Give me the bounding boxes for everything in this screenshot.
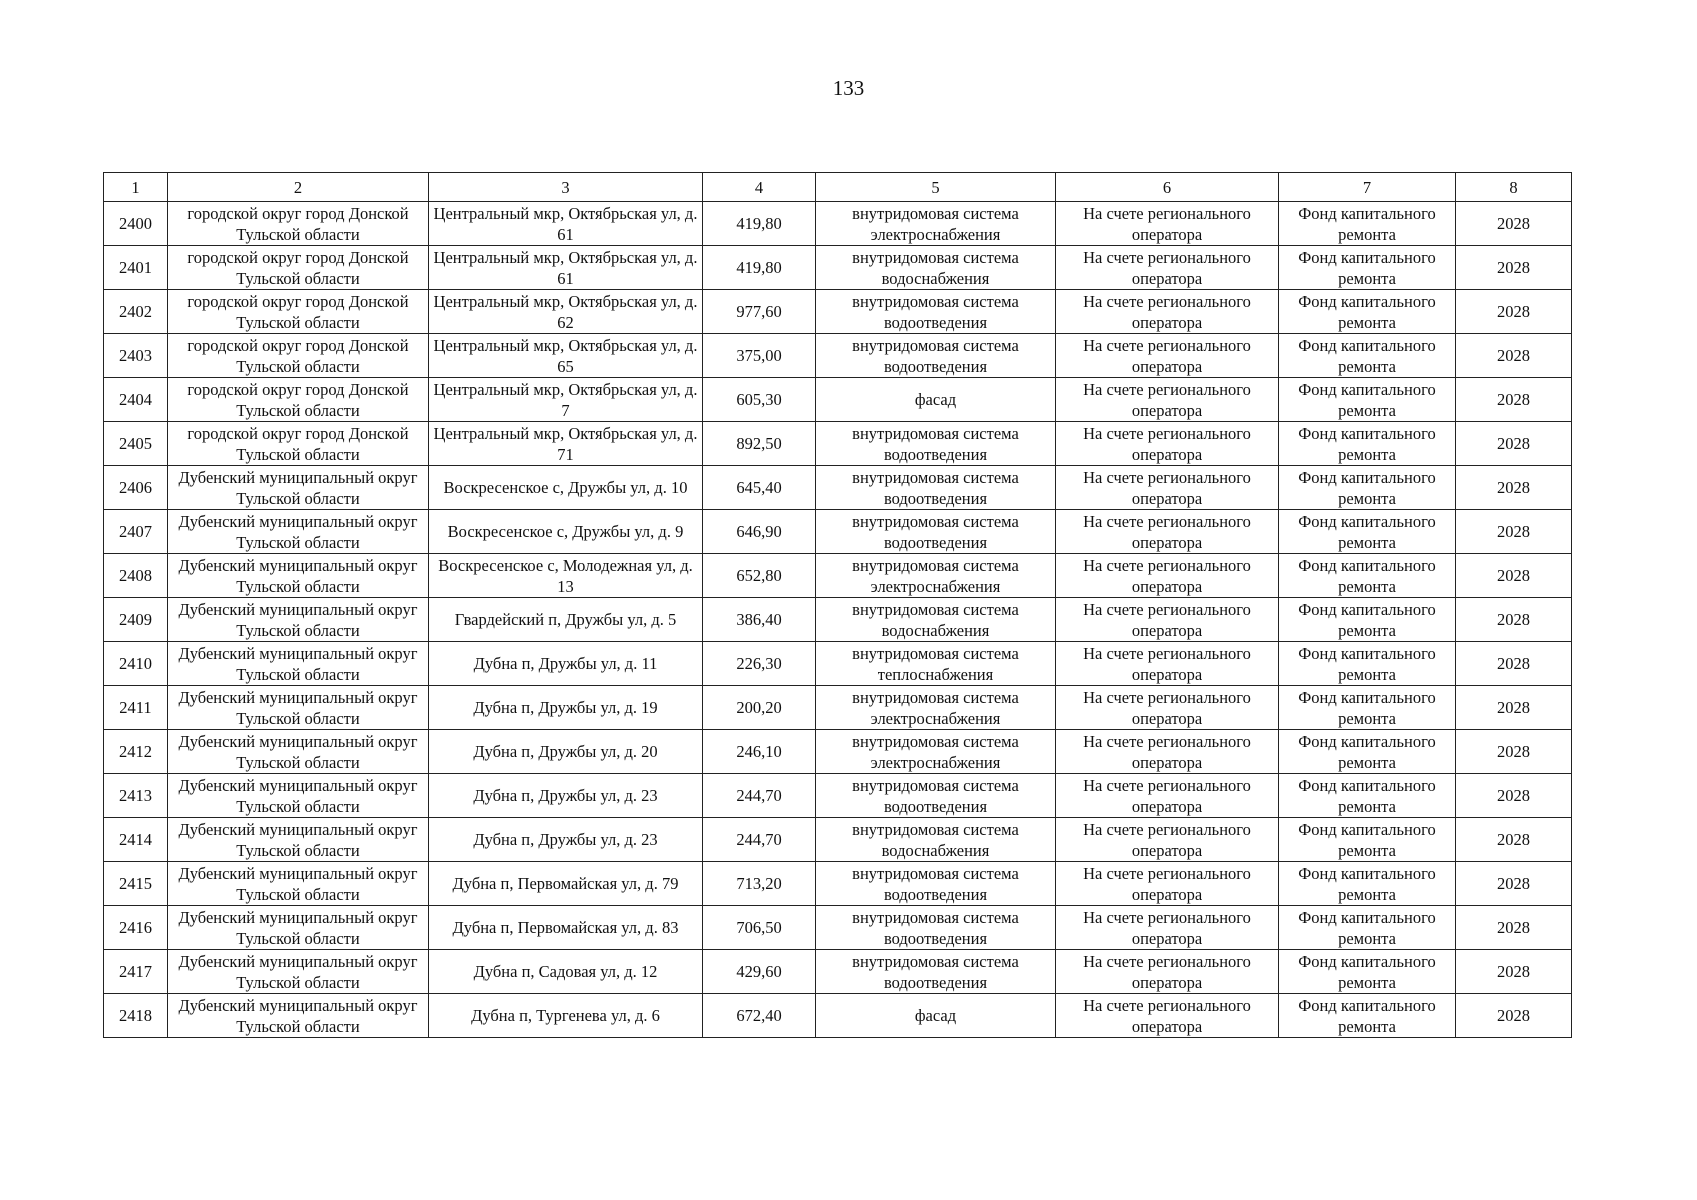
address-cell: Дубна п, Дружбы ул, д. 19: [429, 686, 703, 730]
municipality-cell: Дубенский муниципальный округ Тульской области: [168, 906, 429, 950]
row-number-cell: 2404: [104, 378, 168, 422]
address-cell: Дубна п, Первомайская ул, д. 83: [429, 906, 703, 950]
municipality-cell: Дубенский муниципальный округ Тульской области: [168, 642, 429, 686]
address-cell: Дубна п, Дружбы ул, д. 11: [429, 642, 703, 686]
municipality-cell: городской округ город Донской Тульской области: [168, 246, 429, 290]
funding-method-cell: На счете регионального оператора: [1056, 554, 1279, 598]
row-number-cell: 2411: [104, 686, 168, 730]
work-type-cell: внутридомовая система водоснабжения: [816, 818, 1056, 862]
work-type-cell: внутридомовая система водоотведения: [816, 774, 1056, 818]
table-row: [104, 466, 1572, 510]
row-number-cell: 2414: [104, 818, 168, 862]
year-cell: 2028: [1456, 598, 1572, 642]
row-number-cell: 2410: [104, 642, 168, 686]
address-cell: Дубна п, Дружбы ул, д. 23: [429, 774, 703, 818]
area-cell: 977,60: [703, 290, 816, 334]
work-type-cell: внутридомовая система водоотведения: [816, 466, 1056, 510]
row-number-cell: 2402: [104, 290, 168, 334]
row-number-cell: 2405: [104, 422, 168, 466]
funding-method-cell: На счете регионального оператора: [1056, 510, 1279, 554]
funding-method-cell: На счете регионального оператора: [1056, 818, 1279, 862]
table-row: [104, 554, 1572, 598]
column-header: 3: [429, 173, 703, 202]
funding-source-cell: Фонд капитального ремонта: [1279, 422, 1456, 466]
year-cell: 2028: [1456, 994, 1572, 1038]
table-row: [104, 686, 1572, 730]
funding-method-cell: На счете регионального оператора: [1056, 466, 1279, 510]
work-type-cell: внутридомовая система водоотведения: [816, 334, 1056, 378]
area-cell: 200,20: [703, 686, 816, 730]
municipality-cell: Дубенский муниципальный округ Тульской области: [168, 730, 429, 774]
row-number-cell: 2407: [104, 510, 168, 554]
municipality-cell: Дубенский муниципальный округ Тульской области: [168, 554, 429, 598]
municipality-cell: Дубенский муниципальный округ Тульской области: [168, 862, 429, 906]
area-cell: 652,80: [703, 554, 816, 598]
work-type-cell: фасад: [816, 378, 1056, 422]
year-cell: 2028: [1456, 422, 1572, 466]
work-type-cell: внутридомовая система водоотведения: [816, 422, 1056, 466]
year-cell: 2028: [1456, 730, 1572, 774]
table-row: [104, 862, 1572, 906]
year-cell: 2028: [1456, 642, 1572, 686]
area-cell: 429,60: [703, 950, 816, 994]
work-type-cell: внутридомовая система электроснабжения: [816, 730, 1056, 774]
funding-method-cell: На счете регионального оператора: [1056, 202, 1279, 246]
table-row: [104, 202, 1572, 246]
funding-source-cell: Фонд капитального ремонта: [1279, 906, 1456, 950]
area-cell: 246,10: [703, 730, 816, 774]
address-cell: Центральный мкр, Октябрьская ул, д. 61: [429, 202, 703, 246]
municipality-cell: городской округ город Донской Тульской области: [168, 422, 429, 466]
work-type-cell: внутридомовая система водоотведения: [816, 906, 1056, 950]
year-cell: 2028: [1456, 202, 1572, 246]
table-row: [104, 950, 1572, 994]
address-cell: Дубна п, Дружбы ул, д. 23: [429, 818, 703, 862]
municipality-cell: Дубенский муниципальный округ Тульской области: [168, 510, 429, 554]
funding-method-cell: На счете регионального оператора: [1056, 334, 1279, 378]
funding-source-cell: Фонд капитального ремонта: [1279, 246, 1456, 290]
address-cell: Центральный мкр, Октябрьская ул, д. 62: [429, 290, 703, 334]
column-header: 1: [104, 173, 168, 202]
work-type-cell: внутридомовая система теплоснабжения: [816, 642, 1056, 686]
funding-method-cell: На счете регионального оператора: [1056, 422, 1279, 466]
row-number-cell: 2412: [104, 730, 168, 774]
address-cell: Дубна п, Первомайская ул, д. 79: [429, 862, 703, 906]
address-cell: Воскресенское с, Дружбы ул, д. 10: [429, 466, 703, 510]
funding-source-cell: Фонд капитального ремонта: [1279, 378, 1456, 422]
municipality-cell: Дубенский муниципальный округ Тульской области: [168, 774, 429, 818]
municipality-cell: городской округ город Донской Тульской области: [168, 202, 429, 246]
row-number-cell: 2417: [104, 950, 168, 994]
year-cell: 2028: [1456, 950, 1572, 994]
address-cell: Центральный мкр, Октябрьская ул, д. 61: [429, 246, 703, 290]
municipality-cell: Дубенский муниципальный округ Тульской области: [168, 950, 429, 994]
table-row: [104, 598, 1572, 642]
table-row: [104, 378, 1572, 422]
municipality-cell: Дубенский муниципальный округ Тульской области: [168, 466, 429, 510]
table-row: [104, 642, 1572, 686]
table-row: [104, 994, 1572, 1038]
funding-method-cell: На счете регионального оператора: [1056, 686, 1279, 730]
funding-source-cell: Фонд капитального ремонта: [1279, 290, 1456, 334]
column-header: 8: [1456, 173, 1572, 202]
year-cell: 2028: [1456, 554, 1572, 598]
work-type-cell: внутридомовая система водоснабжения: [816, 246, 1056, 290]
year-cell: 2028: [1456, 686, 1572, 730]
municipality-cell: городской округ город Донской Тульской области: [168, 290, 429, 334]
municipality-cell: Дубенский муниципальный округ Тульской области: [168, 994, 429, 1038]
funding-source-cell: Фонд капитального ремонта: [1279, 466, 1456, 510]
funding-source-cell: Фонд капитального ремонта: [1279, 598, 1456, 642]
funding-source-cell: Фонд капитального ремонта: [1279, 334, 1456, 378]
area-cell: 706,50: [703, 906, 816, 950]
funding-method-cell: На счете регионального оператора: [1056, 642, 1279, 686]
address-cell: Дубна п, Дружбы ул, д. 20: [429, 730, 703, 774]
funding-method-cell: На счете регионального оператора: [1056, 246, 1279, 290]
table-row: [104, 422, 1572, 466]
table-row: [104, 906, 1572, 950]
municipality-cell: городской округ город Донской Тульской области: [168, 334, 429, 378]
work-type-cell: внутридомовая система электроснабжения: [816, 202, 1056, 246]
column-header: 7: [1279, 173, 1456, 202]
column-header: 2: [168, 173, 429, 202]
funding-source-cell: Фонд капитального ремонта: [1279, 950, 1456, 994]
address-cell: Центральный мкр, Октябрьская ул, д. 71: [429, 422, 703, 466]
funding-method-cell: На счете регионального оператора: [1056, 862, 1279, 906]
address-cell: Дубна п, Тургенева ул, д. 6: [429, 994, 703, 1038]
area-cell: 419,80: [703, 202, 816, 246]
funding-method-cell: На счете регионального оператора: [1056, 290, 1279, 334]
funding-method-cell: На счете регионального оператора: [1056, 994, 1279, 1038]
page-number: 133: [832, 76, 865, 100]
address-cell: Воскресенское с, Дружбы ул, д. 9: [429, 510, 703, 554]
address-cell: Центральный мкр, Октябрьская ул, д. 7: [429, 378, 703, 422]
funding-method-cell: На счете регионального оператора: [1056, 598, 1279, 642]
row-number-cell: 2418: [104, 994, 168, 1038]
table-row: [104, 246, 1572, 290]
row-number-cell: 2409: [104, 598, 168, 642]
address-cell: Дубна п, Садовая ул, д. 12: [429, 950, 703, 994]
area-cell: 645,40: [703, 466, 816, 510]
area-cell: 419,80: [703, 246, 816, 290]
funding-method-cell: На счете регионального оператора: [1056, 730, 1279, 774]
municipality-cell: Дубенский муниципальный округ Тульской области: [168, 818, 429, 862]
row-number-cell: 2408: [104, 554, 168, 598]
row-number-cell: 2415: [104, 862, 168, 906]
row-number-cell: 2413: [104, 774, 168, 818]
work-type-cell: внутридомовая система водоотведения: [816, 510, 1056, 554]
year-cell: 2028: [1456, 246, 1572, 290]
area-cell: 244,70: [703, 818, 816, 862]
work-type-cell: внутридомовая система электроснабжения: [816, 554, 1056, 598]
work-type-cell: фасад: [816, 994, 1056, 1038]
funding-source-cell: Фонд капитального ремонта: [1279, 202, 1456, 246]
year-cell: 2028: [1456, 510, 1572, 554]
year-cell: 2028: [1456, 774, 1572, 818]
row-number-cell: 2416: [104, 906, 168, 950]
capital-repair-table: [103, 172, 1572, 1038]
table-row: [104, 334, 1572, 378]
row-number-cell: 2400: [104, 202, 168, 246]
area-cell: 672,40: [703, 994, 816, 1038]
year-cell: 2028: [1456, 378, 1572, 422]
municipality-cell: городской округ город Донской Тульской области: [168, 378, 429, 422]
funding-method-cell: На счете регионального оператора: [1056, 378, 1279, 422]
address-cell: Центральный мкр, Октябрьская ул, д. 65: [429, 334, 703, 378]
funding-source-cell: Фонд капитального ремонта: [1279, 862, 1456, 906]
area-cell: 226,30: [703, 642, 816, 686]
area-cell: 605,30: [703, 378, 816, 422]
table-row: [104, 818, 1572, 862]
funding-source-cell: Фонд капитального ремонта: [1279, 730, 1456, 774]
funding-source-cell: Фонд капитального ремонта: [1279, 510, 1456, 554]
work-type-cell: внутридомовая система электроснабжения: [816, 686, 1056, 730]
area-cell: 375,00: [703, 334, 816, 378]
municipality-cell: Дубенский муниципальный округ Тульской области: [168, 686, 429, 730]
funding-source-cell: Фонд капитального ремонта: [1279, 642, 1456, 686]
row-number-cell: 2406: [104, 466, 168, 510]
funding-source-cell: Фонд капитального ремонта: [1279, 774, 1456, 818]
row-number-cell: 2403: [104, 334, 168, 378]
year-cell: 2028: [1456, 290, 1572, 334]
work-type-cell: внутридомовая система водоотведения: [816, 290, 1056, 334]
funding-source-cell: Фонд капитального ремонта: [1279, 686, 1456, 730]
row-number-cell: 2401: [104, 246, 168, 290]
area-cell: 386,40: [703, 598, 816, 642]
year-cell: 2028: [1456, 334, 1572, 378]
area-cell: 244,70: [703, 774, 816, 818]
funding-source-cell: Фонд капитального ремонта: [1279, 994, 1456, 1038]
municipality-cell: Дубенский муниципальный округ Тульской области: [168, 598, 429, 642]
work-type-cell: внутридомовая система водоснабжения: [816, 598, 1056, 642]
table-row: [104, 290, 1572, 334]
funding-source-cell: Фонд капитального ремонта: [1279, 818, 1456, 862]
column-header: 4: [703, 173, 816, 202]
year-cell: 2028: [1456, 862, 1572, 906]
work-type-cell: внутридомовая система водоотведения: [816, 950, 1056, 994]
area-cell: 892,50: [703, 422, 816, 466]
table-row: [104, 510, 1572, 554]
work-type-cell: внутридомовая система водоотведения: [816, 862, 1056, 906]
address-cell: Гвардейский п, Дружбы ул, д. 5: [429, 598, 703, 642]
funding-method-cell: На счете регионального оператора: [1056, 906, 1279, 950]
area-cell: 646,90: [703, 510, 816, 554]
year-cell: 2028: [1456, 818, 1572, 862]
column-header: 5: [816, 173, 1056, 202]
year-cell: 2028: [1456, 906, 1572, 950]
table-row: [104, 774, 1572, 818]
column-number-row: [104, 173, 1572, 202]
funding-method-cell: На счете регионального оператора: [1056, 774, 1279, 818]
address-cell: Воскресенское с, Молодежная ул, д. 13: [429, 554, 703, 598]
year-cell: 2028: [1456, 466, 1572, 510]
funding-method-cell: На счете регионального оператора: [1056, 950, 1279, 994]
area-cell: 713,20: [703, 862, 816, 906]
funding-source-cell: Фонд капитального ремонта: [1279, 554, 1456, 598]
column-header: 6: [1056, 173, 1279, 202]
table-row: [104, 730, 1572, 774]
